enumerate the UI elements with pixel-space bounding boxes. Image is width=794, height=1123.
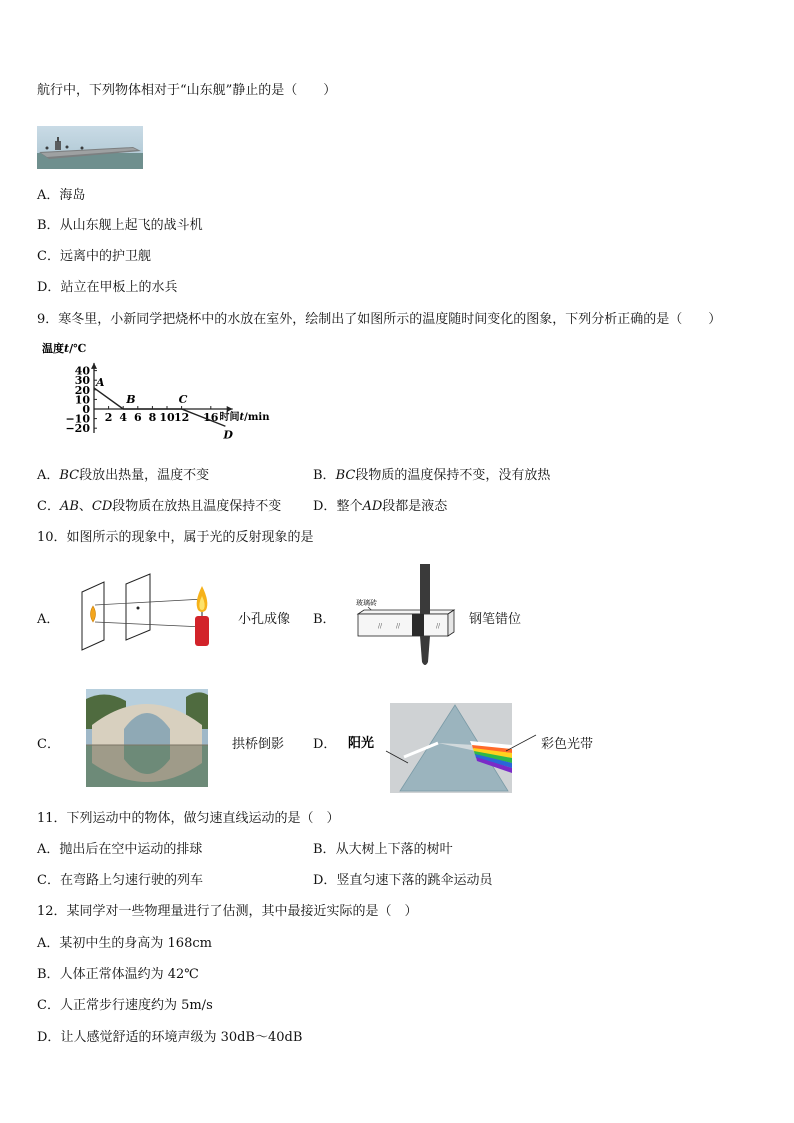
q10-option-d-caption: 彩色光带 [541,737,594,752]
point-label-c: C [178,393,188,406]
q10-option-c-caption: 拱桥倒影 [232,737,285,752]
option-letter: D． [313,499,337,514]
q11-option-a [37,842,202,858]
sunlight-label: 阳光 [348,736,375,751]
svg-text://: // [436,623,441,630]
q8-option-a [37,188,85,204]
option-letter: A． [37,936,60,951]
aircraft-carrier-photo [37,126,143,169]
q9-option-d [313,499,447,515]
option-letter: C． [37,249,60,264]
x-tick-label: 4 [119,411,128,424]
option-letter: C． [37,499,60,514]
option-letter: B． [37,218,60,233]
option-text: 从山东舰上起飞的战斗机 [59,218,203,233]
option-letter: B． [313,842,336,857]
x-tick-label: 16 [203,411,219,424]
option-text: 从大树上下落的树叶 [335,842,453,857]
option-text: 人体正常体温约为 42℃ [59,967,199,982]
q10-option-a-letter: A． [37,612,60,627]
q10-stem: 10．如图所示的现象中，属于光的反射现象的是 [37,530,314,545]
option-text: 段都是液态 [382,499,448,514]
candle [195,616,209,646]
option-text: 段放出热量，温度不变 [79,468,210,483]
option-text: 在弯路上匀速行驶的列车 [59,873,203,888]
glass-brick-label: 玻璃砖 [356,599,377,607]
point-label-b: B [126,393,136,406]
option-text: 人正常步行速度约为 5m/s [59,998,213,1013]
svg-text://: // [378,623,383,630]
q11-option-d [313,873,492,889]
y-axis-arrow [91,363,97,369]
q10-option-b-caption: 钢笔错位 [469,612,522,627]
x-tick-label: 8 [148,411,157,424]
separator: 、 [78,499,92,514]
q9-stem: 9．寒冬里，小新同学把烧杯中的水放在室外，绘制出了如图所示的温度随时间变化的图象，下列分析正确的是（ ） [37,312,722,327]
q11-option-b [313,842,453,858]
q8-stem: 航行中，下列物体相对于“山东舰”静止的是（ ） [37,83,337,98]
option-letter: B． [313,468,336,483]
q10-option-b-letter: B． [313,612,336,627]
q8-option-d [37,280,177,296]
pen-upper [420,564,430,614]
point-label-d: D [223,428,233,442]
x-axis-label: 时间t/min [219,412,270,423]
option-letter: B． [37,967,60,982]
q9-option-a [37,468,209,484]
option-letter: D． [313,873,337,888]
segment-label: AD [362,499,383,514]
pinhole [137,607,140,610]
y-tick-label: 30 [74,374,90,388]
svg-text://: // [396,623,401,630]
option-letter: A． [37,188,60,203]
x-tick-label: 12 [173,411,190,424]
y-tick-label: −10 [65,412,90,426]
pen-glass-figure [350,562,460,672]
option-letter: A． [37,468,60,483]
y-tick-label: 0 [82,403,90,416]
pen-shifted [412,614,424,636]
option-text: 海岛 [59,188,86,203]
option-text: 让人感觉舒适的环境声级为 30dB～40dB [60,1030,303,1045]
x-tick-label: 2 [104,411,113,424]
q12-option-a [37,936,212,952]
q8-option-b [37,218,203,234]
pinhole-imaging-figure [76,572,216,652]
option-text: 远离中的护卫舰 [59,249,151,264]
q8-option-c [37,249,151,265]
prism-dispersion-figure [340,701,540,796]
q12-option-c [37,998,213,1014]
option-text: 段物质的温度保持不变，没有放热 [355,468,551,483]
option-text: 某初中生的身高为 168cm [59,936,212,951]
q12-option-b [37,967,199,983]
option-text: 站立在甲板上的水兵 [60,280,178,295]
y-tick-label: −20 [65,422,90,436]
q10-option-c-letter: C． [37,737,60,752]
y-tick-label: 10 [74,393,90,407]
q9-option-c [37,499,281,515]
q10-option-a-caption: 小孔成像 [238,612,291,627]
option-text: 抛出后在空中运动的排球 [59,842,203,857]
segment-label: BC [59,468,80,483]
y-axis-label: 温度t/℃ [42,342,87,355]
q11-stem: 11．下列运动中的物体，做匀速直线运动的是（ ） [37,811,340,826]
q12-option-d [37,1030,302,1046]
x-tick-label: 6 [133,411,142,424]
option-letter: C． [37,998,60,1013]
pen-lower [420,636,430,665]
temperature-time-chart [37,340,287,455]
segment-label: AB [59,499,79,514]
y-tick-label: 20 [74,383,90,397]
segment-label: BC [335,468,356,483]
y-tick-label: 40 [74,364,90,378]
q10-option-d-letter: D． [313,737,337,752]
inverted-flame-image [91,606,96,622]
q12-stem: 12．某同学对一些物理量进行了估测，其中最接近实际的是（ ） [37,904,418,919]
x-tick-label: 10 [159,411,175,424]
option-text: 竖直匀速下落的跳伞运动员 [336,873,493,888]
option-letter: A． [37,842,60,857]
point-label-a: A [96,375,105,389]
q11-option-c [37,873,203,889]
arch-bridge-photo [86,689,208,787]
option-text: 段物质在放热且温度保持不变 [112,499,282,514]
option-letter: D． [37,280,61,295]
option-text: 整个 [336,499,363,514]
option-letter: D． [37,1030,61,1045]
segment-label: CD [91,499,113,514]
q9-option-b [313,468,550,484]
option-letter: C． [37,873,60,888]
